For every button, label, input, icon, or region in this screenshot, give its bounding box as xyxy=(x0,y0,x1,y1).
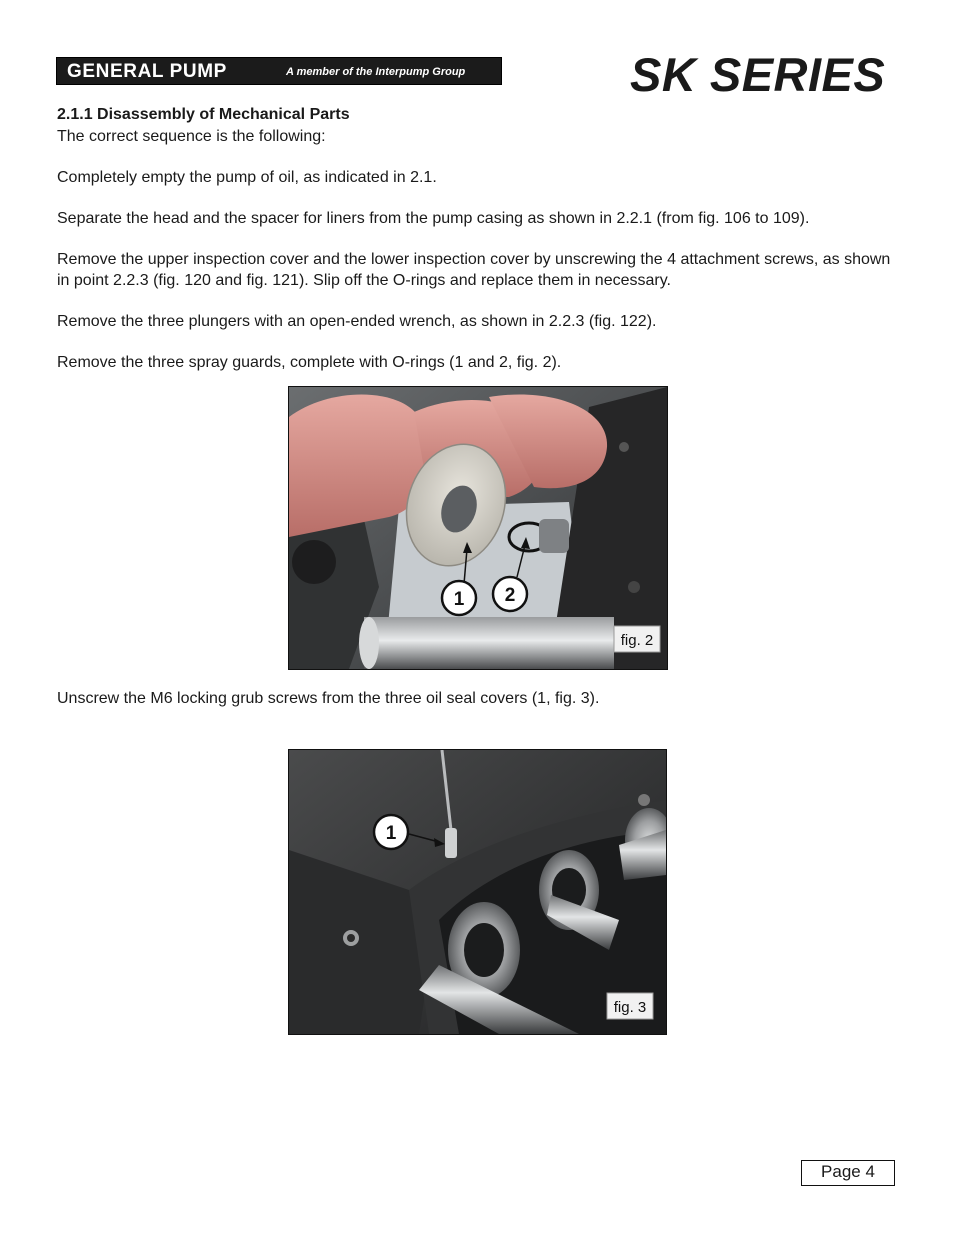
figure-3-caption: fig. 3 xyxy=(613,999,647,1016)
section-heading: 2.1.1 Disassembly of Mechanical Parts xyxy=(57,106,350,123)
figure-2-photo xyxy=(288,386,668,670)
paragraph-step-unscrew-grub-screws: Unscrew the M6 locking grub screws from the three oil seal covers (1, fig. 3). xyxy=(57,690,600,707)
brand-banner xyxy=(56,57,502,85)
figure-2-callout-1: 1 xyxy=(453,589,465,610)
brand-name: GENERAL PUMP xyxy=(67,61,227,82)
brand-tagline: A member of the Interpump Group xyxy=(286,66,466,78)
paragraph-step-separate-head: Separate the head and the spacer for liners from the pump casing as shown in 2.2.1 (from fig. 106 to 109). xyxy=(57,210,810,227)
figure-2-caption: fig. 2 xyxy=(620,632,654,649)
series-title: SK SERIES xyxy=(630,48,886,101)
figure-3-photo xyxy=(288,749,667,1035)
figure-2-illustration xyxy=(289,387,667,669)
figure-3-callout-1: 1 xyxy=(385,823,397,844)
paragraph-step-remove-spray-guards: Remove the three spray guards, complete with O-rings (1 and 2, fig. 2). xyxy=(57,354,562,371)
figure-3-illustration xyxy=(289,750,666,1034)
figure-2-callout-2: 2 xyxy=(504,585,516,606)
paragraph-intro: The correct sequence is the following: xyxy=(57,128,326,145)
paragraph-step-remove-plungers: Remove the three plungers with an open-ended wrench, as shown in 2.2.3 (fig. 122). xyxy=(57,313,657,330)
paragraph-step-remove-covers: Remove the upper inspection cover and the lower inspection cover by unscrewing the 4 attachment screws, as shown in point 2.2.3 (fig. 120 and fig. 121). Slip off the O-rings and replace them in necessary. xyxy=(57,251,891,289)
paragraph-step-empty-oil: Completely empty the pump of oil, as indicated in 2.1. xyxy=(57,169,437,186)
page-number: Page 4 xyxy=(801,1160,895,1186)
